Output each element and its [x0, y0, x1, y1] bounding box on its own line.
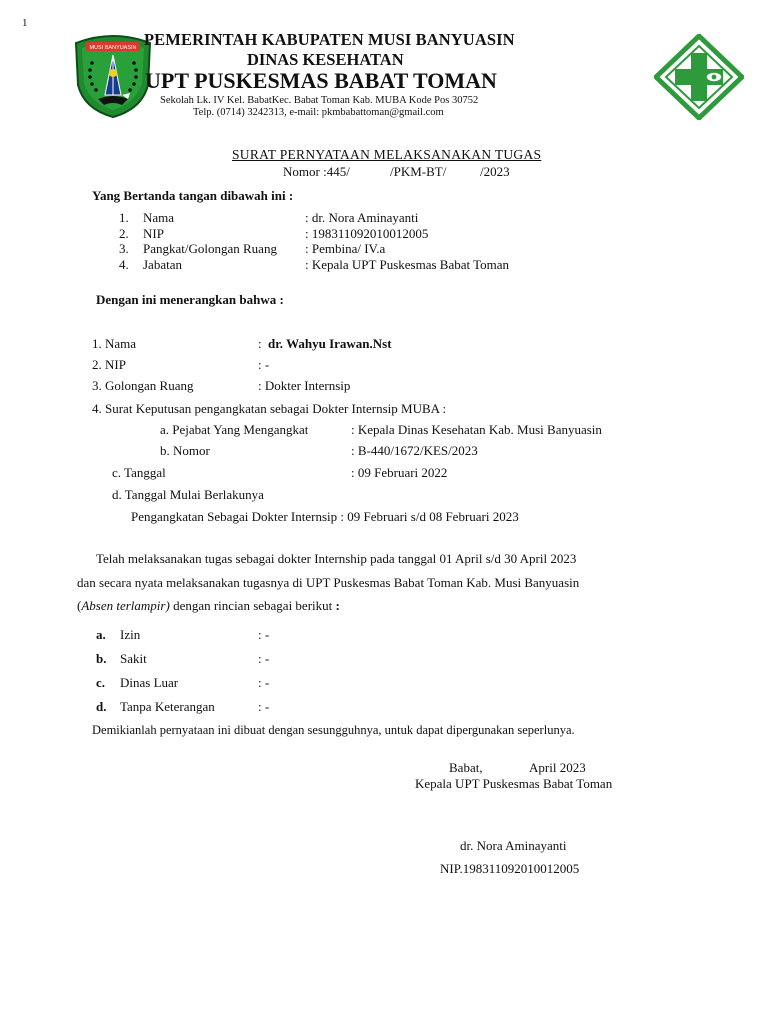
absence-value: : - [258, 651, 270, 666]
subject-sk-label: 4. Surat Keputusan pengangkatan sebagai Dokter Internsip MUBA : [92, 401, 447, 416]
row-value: : Pembina/ IV.a [305, 241, 386, 256]
header-institution: UPT PUSKESMAS BABAT TOMAN [145, 68, 497, 93]
row-number: 4. [119, 256, 129, 272]
signature-name: dr. Nora Aminayanti [460, 838, 567, 853]
absence-letter: c. [96, 675, 106, 690]
pejabat-value: : Kepala Dinas Kesehatan Kab. Musi Banyuasin [351, 422, 602, 437]
row-label: Pangkat/Golongan Ruang [143, 241, 277, 256]
signature-nip: NIP.198311092010012005 [440, 861, 580, 876]
subject-gol-label: 3. Golongan Ruang [92, 378, 194, 393]
subject-name-value: dr. Wahyu Irawan.Nst [268, 336, 392, 351]
body-line-1: Telah melaksanakan tugas sebagai dokter Internship pada tanggal 01 April s/d 30 April 2023 [96, 551, 577, 566]
signature-place: Babat, [449, 760, 483, 775]
row-label: Jabatan [143, 256, 182, 272]
row-value: : Kepala UPT Puskesmas Babat Toman [305, 256, 510, 272]
signer-row [119, 226, 509, 242]
document-title: SURAT PERNYATAAN MELAKSANAKAN TUGAS [232, 147, 542, 162]
nomor-end: /2023 [480, 164, 510, 179]
sk-tanggal-value: : 09 Februari 2022 [351, 465, 448, 480]
signer-row [119, 257, 509, 273]
statement-intro: Dengan ini menerangkan bahwa : [96, 292, 284, 307]
subject-nip-value: : - [258, 357, 270, 372]
absence-label: Izin [120, 627, 141, 642]
subject-gol-value: : Dokter Internsip [258, 378, 351, 393]
absence-label: Tanpa Keterangan [120, 699, 215, 714]
absence-label: Sakit [120, 651, 147, 666]
pengangkatan-text: Pengangkatan Sebagai Dokter Internsip : 09 Februari s/d 08 Februari 2023 [131, 509, 519, 524]
subject-nip-label: 2. NIP [92, 357, 126, 372]
health-logo [654, 34, 744, 120]
absence-value: : - [258, 699, 270, 714]
logo-label: MUSI BANYUASIN [89, 45, 137, 51]
subject-name-colon: : [258, 336, 262, 351]
absence-value: : - [258, 675, 270, 690]
absence-value: : - [258, 627, 270, 642]
closing-text: Demikianlah pernyataan ini dibuat dengan sesungguhnya, untuk dapat dipergunakan seperlunya. [92, 723, 575, 737]
absence-letter: b. [96, 651, 107, 666]
absence-letter: d. [96, 699, 107, 714]
row-value: : 198311092010012005 [305, 225, 429, 241]
header-address: Sekolah Lk. IV Kel. BabatKec. Babat Toman Kab. MUBA Kode Pos 30752 [160, 95, 479, 106]
header-agency: DINAS KESEHATAN [247, 50, 404, 69]
nomor-middle: /PKM-BT/ [390, 164, 447, 179]
row-label: NIP [143, 225, 164, 241]
body-line-3-colon: : [335, 598, 340, 613]
subject-name-label: 1. Nama [92, 336, 137, 351]
sk-nomor-label: b. Nomor [160, 443, 210, 458]
signature-date: April 2023 [529, 760, 586, 775]
nomor-label: Nomor :445/ [283, 164, 350, 179]
paren-open: ( [77, 598, 82, 613]
header-government: PEMERINTAH KABUPATEN MUSI BANYUASIN [144, 30, 515, 49]
mulai-label: d. Tanggal Mulai Berlakunya [112, 487, 264, 502]
body-line-2: dan secara nyata melaksanakan tugasnya di UPT Puskesmas Babat Toman Kab. Musi Banyuasin [77, 575, 580, 590]
signer-row [119, 210, 509, 226]
absence-letter: a. [96, 627, 106, 642]
row-number: 2. [119, 225, 129, 241]
sk-nomor-value: : B-440/1672/KES/2023 [351, 443, 478, 458]
sk-tanggal-label: c. Tanggal [112, 465, 166, 480]
pejabat-label: a. Pejabat Yang Mengangkat [160, 422, 309, 437]
intro-text: Yang Bertanda tangan dibawah ini : [92, 188, 294, 203]
signature-position: Kepala UPT Puskesmas Babat Toman [415, 776, 613, 791]
signer-table [119, 210, 509, 272]
absence-label: Dinas Luar [120, 675, 179, 690]
body-line-3-rest: dengan rincian sebagai berikut [169, 598, 336, 613]
absen-note: Absen terlampir) [81, 598, 170, 613]
regency-logo [72, 33, 154, 119]
row-number: 1. [119, 210, 129, 225]
row-value: : dr. Nora Aminayanti [305, 210, 419, 225]
page-number: 1 [22, 17, 28, 29]
row-number: 3. [119, 241, 129, 256]
body-line-3 [77, 598, 340, 614]
row-label: Nama [143, 210, 175, 225]
signer-row [119, 241, 509, 257]
header-contact: Telp. (0714) 3242313, e-mail: pkmbabattoman@gmail.com [193, 107, 444, 118]
